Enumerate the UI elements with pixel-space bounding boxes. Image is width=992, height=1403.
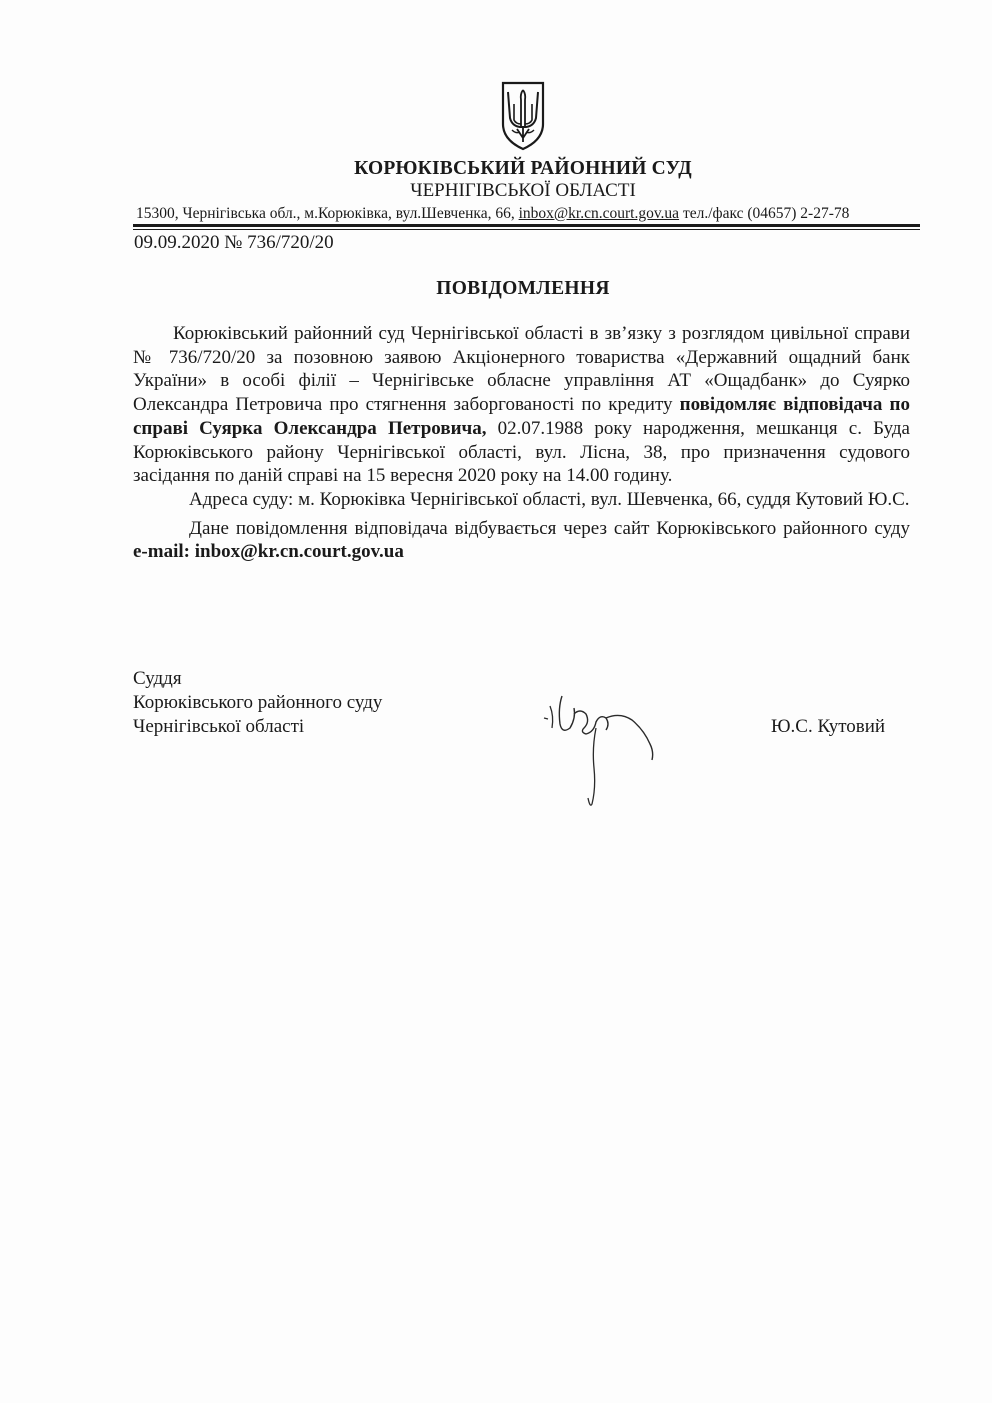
paragraph-1-bold-text: повідомляє відповідача по справі Суярка Олександра Петровича, xyxy=(133,394,910,439)
signatory-name: Ю.С. Кутовий xyxy=(771,716,886,737)
ukraine-trident-emblem-icon xyxy=(500,80,546,152)
document-body xyxy=(133,322,910,564)
body-paragraph-3 xyxy=(133,517,910,564)
document-reference: 09.09.2020 № 736/720/20 xyxy=(134,232,334,253)
paragraph-3-email: e-mail: inbox@kr.cn.court.gov.ua xyxy=(133,541,404,563)
court-email-link[interactable]: inbox@kr.cn.court.gov.ua xyxy=(518,205,680,222)
signatory-court: Корюківського районного суду xyxy=(133,692,383,713)
header-divider-thin xyxy=(133,229,920,230)
body-paragraph-1 xyxy=(133,322,910,488)
document-title: ПОВІДОМЛЕННЯ xyxy=(436,278,610,299)
court-phone: тел./факс (04657) 2-27-78 xyxy=(679,205,850,222)
court-name: КОРЮКІВСЬКИЙ РАЙОННИЙ СУД xyxy=(354,158,692,179)
header-divider-thick xyxy=(133,224,920,227)
paragraph-1-text-continued: 02.07.1988 року народження, мешканця с. Буда Корюківського району Чернігівської області, вул. Лісна, 38, про призначення судового засідання по даній справі на 15 вересня 2020 року на 14.00 годину. xyxy=(133,417,910,487)
court-region: ЧЕРНІГІВСЬКОЇ ОБЛАСТІ xyxy=(410,180,636,201)
court-address: 15300, Чернігівська обл., м.Корюківка, вул.Шевченка, 66, xyxy=(136,205,519,222)
signatory-title: Суддя xyxy=(133,668,182,689)
signature-block xyxy=(133,667,382,739)
paragraph-3-text: Дане повідомлення відповідача відбувається через сайт Корюківського районного суду xyxy=(189,517,910,539)
body-paragraph-2: Адреса суду: м. Корюківка Чернігівської області, вул. Шевченка, 66, суддя Кутовий Ю.С. xyxy=(189,488,910,510)
court-address-line xyxy=(136,205,916,223)
signatory-region: Чернігівської області xyxy=(133,716,305,737)
handwritten-signature xyxy=(540,688,670,808)
paragraph-1-text: Корюківський районний суд Чернігівської області в зв’язку з розглядом цивільної справи № 736/720/20 за позовною заявою Акціонерного товариства «Державний ощадний банк України» в особі філії – Чернігівське обласне управління АТ «Ощадбанк» до Суярко Олександра Петровича про стягнення заборгованості по кредиту xyxy=(133,323,910,416)
